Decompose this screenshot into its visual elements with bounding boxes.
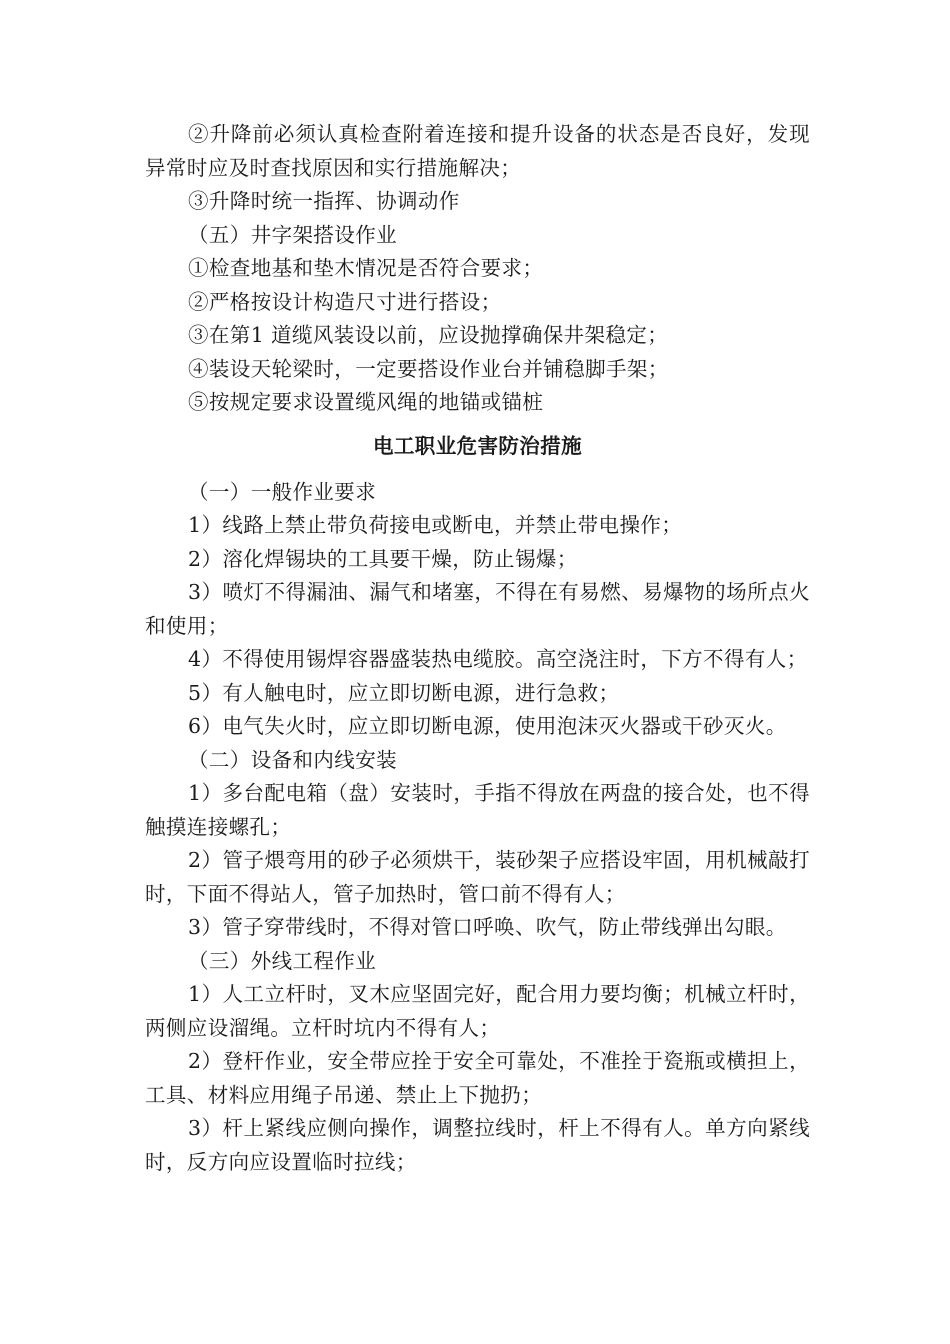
paragraph: 2）管子煨弯用的砂子必须烘干，装砂架子应搭设牢固，用机械敲打时，下面不得站人，管子加热时，管口前不得有人；: [145, 848, 810, 906]
paragraph: 2）溶化焊锡块的工具要干燥，防止锡爆；: [188, 546, 578, 571]
paragraph: 3）喷灯不得漏油、漏气和堵塞，不得在有易燃、易爆物的场所点火和使用；: [145, 580, 810, 638]
paragraph: 3）杆上紧线应侧向操作，调整拉线时，杆上不得有人。单方向紧线时，反方向应设置临时拉线；: [145, 1116, 810, 1174]
paragraph: 2）登杆作业，安全带应拴于安全可靠处，不准拴于瓷瓶或横担上，工具、材料应用绳子吊递、禁止上下抛扔；: [145, 1049, 810, 1107]
paragraph: 1）人工立杆时，叉木应坚固完好，配合用力要均衡；机械立杆时，两侧应设溜绳。立杆时坑内不得有人；: [145, 982, 810, 1040]
section-title: 电工职业危害防治措施: [373, 433, 582, 458]
paragraph: ③在第1 道缆风装设以前，应设抛撑确保井架稳定；: [188, 323, 669, 347]
paragraph: ②升降前必须认真检查附着连接和提升设备的状态是否良好，发现异常时应及时查找原因和实行措施解决；: [145, 122, 810, 180]
paragraph: ③升降时统一指挥、协调动作: [188, 189, 460, 213]
paragraph: 1）多台配电箱（盘）安装时，手指不得放在两盘的接合处，也不得触摸连接螺孔；: [145, 781, 810, 839]
paragraph: 1）线路上禁止带负荷接电或断电，并禁止带电操作；: [188, 513, 683, 537]
subsection-heading: （三）外线工程作业: [188, 948, 377, 973]
paragraph: 4）不得使用锡焊容器盛装热电缆胶。高空浇注时，下方不得有人；: [188, 647, 808, 671]
subsection-heading: （一）一般作业要求: [188, 479, 377, 504]
paragraph: ①检查地基和垫木情况是否符合要求；: [188, 256, 544, 280]
paragraph: 3）管子穿带线时，不得对管口呼唤、吹气，防止带线弹出勾眼。: [188, 915, 787, 939]
subsection-heading: （二）设备和内线安装: [188, 747, 397, 772]
paragraph: ②严格按设计构造尺寸进行搭设；: [188, 289, 502, 314]
paragraph: 6）电气失火时，应立即切断电源，使用泡沫灭火器或干砂灭火。: [188, 714, 787, 738]
paragraph: ④装设天轮梁时，一定要搭设作业台并铺稳脚手架；: [188, 356, 669, 381]
paragraph: 5）有人触电时，应立即切断电源，进行急救；: [188, 680, 620, 705]
document-body: [145, 118, 810, 1179]
subsection-heading: （五）井字架搭设作业: [188, 222, 397, 247]
paragraph: ⑤按规定要求设置缆风绳的地锚或锚桩: [188, 390, 544, 414]
